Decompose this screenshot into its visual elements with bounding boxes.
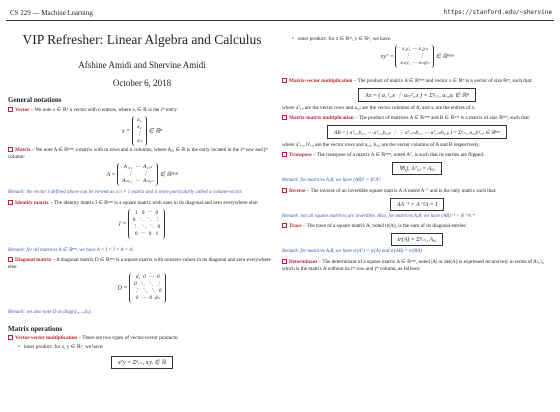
authors: Afshine Amidi and Shervine Amidi [78, 60, 206, 70]
mvm-definition [282, 78, 552, 85]
diagonal-grid: d₁ 0 ⋯ 0 0 ⋱ ⋱ ⋮ ⋮ ⋱ ⋱ 0 0 ⋯ 0 dₙ [129, 273, 167, 303]
vvm-text: – There are two types of vector-vector products: [77, 334, 179, 341]
outer-product-equation: xyᵀ = x₁y₁ ⋯ x₁yₙ ⋮ ⋮ xₘy₁ ⋯ xₘyₙ ∈ ℝᵐˣⁿ [380, 46, 454, 66]
diagonal-equation: D = d₁ 0 ⋯ 0 0 ⋱ ⋱ ⋮ ⋮ ⋱ ⋱ 0 0 ⋯ 0 dₙ [8, 273, 276, 307]
vector-equation: x = x₁ x₂ ⋮ xₙ ∈ ℝⁿ [121, 117, 163, 144]
term-mmm: Matrix-matrix multiplication [289, 115, 354, 121]
determinant-text: – The determinant of a square matrix A ∈ ℝⁿˣⁿ, noted |A| or det(A) is expressed recursively in terms of A\ᵢ,\ⱼ, which is the matrix A without its iᵗʰ row and jᵗʰ column, as follows: [282, 258, 545, 272]
inverse-box: AA⁻¹ = A⁻¹A = I [390, 198, 444, 211]
matrix-text: – We note A ∈ ℝᵐˣⁿ a matrix with m rows and n columns, where Aᵢ,ⱼ ∈ ℝ is the entry located in the iᵗʰ row and jᵗʰ column: [8, 147, 269, 160]
mmm-definition [282, 115, 552, 122]
term-identity: Identity matrix [15, 199, 49, 206]
mvm-equation [282, 88, 552, 102]
vector-definition [8, 107, 276, 114]
diagonal-definition [8, 257, 276, 271]
transpose-text: – The transpose of a matrix A ∈ ℝᵐˣⁿ, noted Aᵀ, is such that its entries are flipped: [311, 152, 485, 158]
term-determinant: Determinant [289, 258, 318, 265]
matrix-equation: A = A₁,₁ ⋯ A₁,ₙ ⋮ ⋮ Aₘ,₁ ⋯ Aₘ,ₙ ∈ ℝᵐˣⁿ [106, 164, 178, 184]
mmm-box: AB = ( aᵀᵣ,₁b꜀,₁ ⋯ aᵀᵣ,₁b꜀,ₚ ⋮ ⋮ aᵀᵣ,ₘb꜀,₁ ⋯ aᵀᵣ,ₘb꜀,ₚ ) = Σⁿᵢ₌₁ a꜀,ᵢbᵀᵣ,ᵢ ∈ ℝⁿˣᵖ [327, 125, 507, 139]
term-matrix: Matrix [15, 147, 31, 153]
inner-product-box: xᵀy = Σⁿᵢ₌₁ xᵢyᵢ ∈ ℝ [111, 356, 173, 369]
checkbox-icon [282, 152, 287, 157]
term-trace: Trace [289, 223, 302, 229]
outer-product-grid: x₁y₁ ⋯ x₁yₙ ⋮ ⋮ xₘy₁ ⋯ xₘyₙ [395, 45, 434, 68]
transpose-box: ∀i,j, Aᵀᵢ,ⱼ = Aⱼ,ᵢ [392, 162, 441, 175]
term-vector: Vector [15, 107, 30, 113]
section-matrix-operations: Matrix operations [8, 324, 63, 333]
term-inverse: Inverse [289, 187, 306, 194]
vvm-definition [8, 335, 276, 342]
page-title: VIP Refresher: Linear Algebra and Calculus [22, 32, 262, 47]
vector-text: – We note x ∈ ℝⁿ a vector with n entries, where xᵢ ∈ ℝ is the iᵗʰ entry: [29, 107, 179, 113]
inverse-text: – The inverse of an invertible square matrix A is noted A⁻¹ and is the only matrix such that: [305, 187, 497, 194]
identity-text: – The identity matrix I ∈ ℝⁿˣⁿ is a square matrix with ones in its diagonal and zero everywhere else: [48, 199, 259, 206]
header-url-link[interactable]: https://stanford.edu/~shervine [443, 9, 552, 16]
checkbox-icon [8, 200, 13, 205]
inner-product-equation [8, 356, 276, 369]
term-diagonal: Diagonal matrix [15, 257, 52, 263]
mvm-box: Ax = ( a₁ᵀ,ᵣx ⋮ aₘᵀ,ᵣx ) = Σⁿᵢ₌₁ a꜀,ᵢxᵢ ∈ ℝᵐ [358, 88, 476, 102]
identity-equation: I = 1 0 ⋯ 0 0 ⋱ ⋱ ⋮ ⋮ ⋱ ⋱ 0 0 ⋯ 0 1 [8, 209, 276, 245]
checkbox-icon [282, 115, 287, 120]
term-transpose: Transpose [289, 152, 312, 158]
mvm-text: – The product of matrix A ∈ ℝᵐˣⁿ and vector x ∈ ℝⁿ is a vector of size ℝᵐ, such that: [352, 78, 533, 84]
checkbox-icon [8, 335, 13, 340]
checkbox-icon [282, 259, 287, 264]
matrix-definition [8, 147, 276, 161]
trace-equation [282, 233, 552, 246]
trace-remark: Remark: for matrices A,B, we have tr(Aᵀ) = tr(A) and tr(AB) = tr(BA) [282, 249, 422, 254]
checkbox-icon [8, 147, 13, 152]
section-general-notations: General notations [8, 96, 62, 104]
identity-grid: 1 0 ⋯ 0 0 ⋱ ⋱ ⋮ ⋮ ⋱ ⋱ 0 0 ⋯ 0 1 [128, 209, 166, 239]
trace-text: – The trace of a square matrix A, noted tr(A), is the sum of its diagonal entries: [301, 223, 467, 229]
trace-box: tr(A) = Σⁿᵢ₌₁ Aᵢ,ᵢ [391, 233, 444, 246]
diagonal-remark: Remark: we also note D as diag(d₁,...,dₙ). [8, 310, 92, 315]
identity-remark: Remark: for all matrices A ∈ ℝⁿˣⁿ, we have A × I = I × A = A. [8, 247, 134, 253]
term-mvm: Matrix-vector multiplication [289, 78, 353, 84]
transpose-definition [282, 152, 552, 159]
mvm-after: where aᵀᵣ,ᵢ are the vector rows and a꜀,ⱼ are the vector columns of A, and xᵢ are the entries of x. [282, 105, 476, 111]
matrix-remark: Remark: the vector x defined above can be viewed as a n × 1 matrix and is more particularly called a column-vector. [8, 190, 243, 195]
right-column [282, 24, 552, 410]
date: October 6, 2018 [112, 78, 172, 88]
transpose-remark: Remark: for matrices A,B, we have (AB)ᵀ = BᵀAᵀ. [282, 178, 382, 183]
checkbox-icon [282, 78, 287, 83]
left-column [8, 24, 276, 410]
checkbox-icon [282, 223, 287, 228]
determinant-definition [282, 259, 552, 273]
inner-product-bullet: • inner product: for x, y ∈ ℝⁿ, we have: [18, 344, 276, 350]
term-vvm: Vector-vector multiplication [15, 334, 78, 341]
course-title: CS 229 — Machine Learning [10, 9, 93, 17]
inverse-equation [282, 198, 552, 211]
vector-matrix: x₁ x₂ ⋮ xₙ [132, 116, 148, 146]
mmm-after: where aᵀᵣ,ᵢ, bᵀᵣ,ᵢ are the vector rows and a꜀,ⱼ, b꜀,ⱼ are the vector columns of A and B respectively. [282, 142, 480, 148]
checkbox-icon [8, 107, 13, 112]
page-header [6, 4, 554, 21]
outer-product-bullet: • outer product: for x ∈ ℝᵐ, y ∈ ℝⁿ, we have: [292, 36, 552, 42]
mmm-equation [282, 125, 552, 139]
diagonal-text: – A diagonal matrix D ∈ ℝⁿˣⁿ is a square matrix with nonzero values in its diagonal and zero everywhere else: [8, 257, 271, 270]
trace-definition [282, 223, 552, 230]
checkbox-icon [282, 188, 287, 193]
matrix-grid: A₁,₁ ⋯ A₁,ₙ ⋮ ⋮ Aₘ,₁ ⋯ Aₘ,ₙ [117, 163, 158, 186]
mmm-text: – The product of matrices A ∈ ℝᵐˣⁿ and B ∈ ℝⁿˣᵖ is a matrix of size ℝⁿˣᵖ, such that: [353, 115, 531, 121]
transpose-equation [282, 162, 552, 175]
identity-definition [8, 200, 276, 207]
checkbox-icon [8, 257, 13, 262]
inverse-remark: Remark: not all square matrices are invertible. Also, for matrices A,B, we have (AB)⁻¹ = B⁻¹A⁻¹ [282, 213, 476, 219]
inverse-definition [282, 188, 552, 195]
